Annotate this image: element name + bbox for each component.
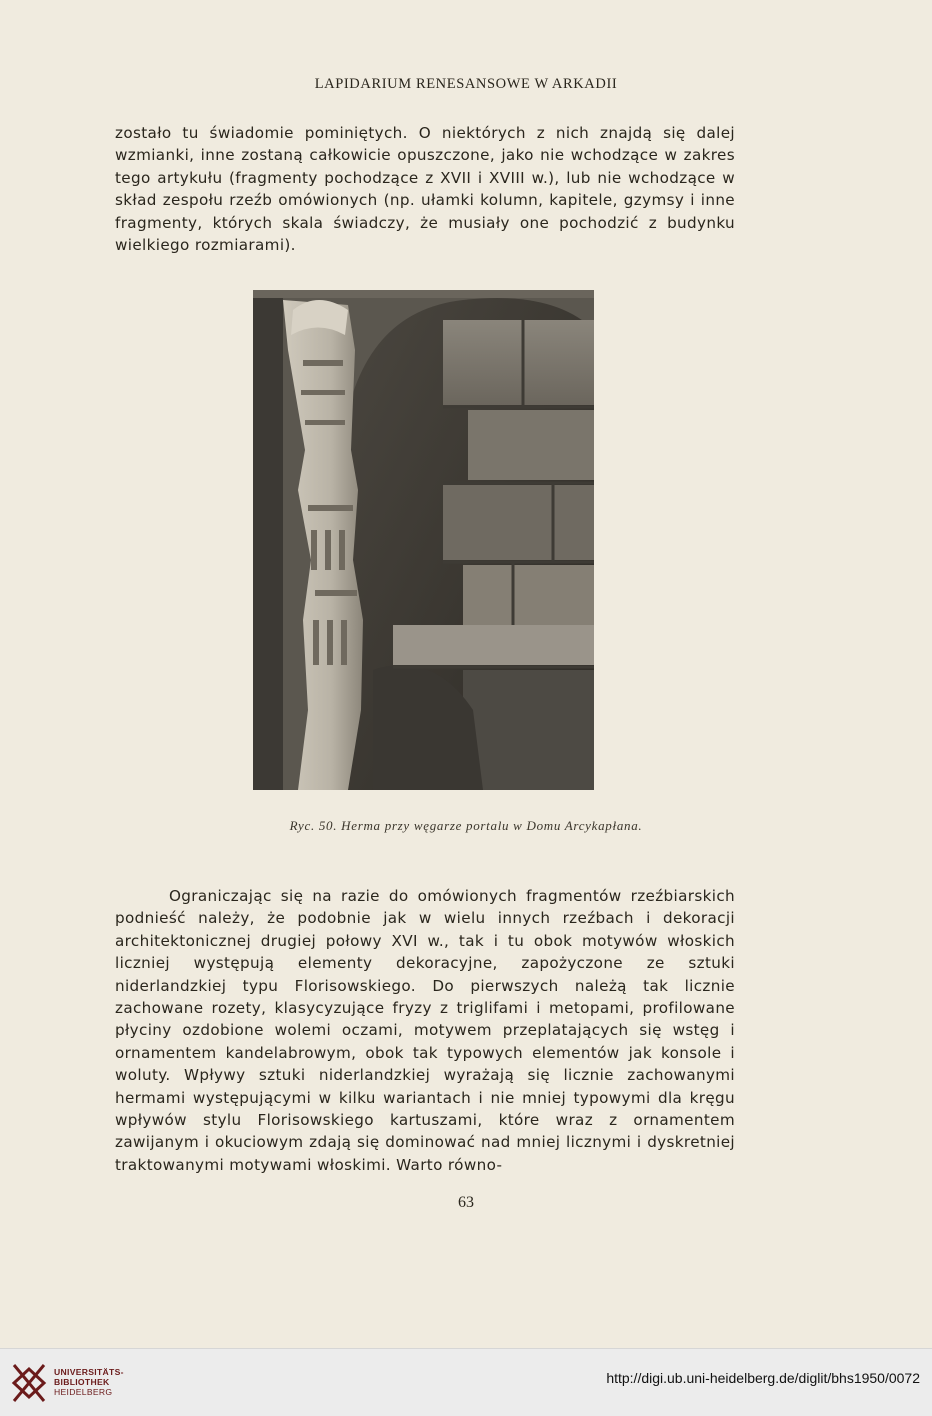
library-name-line-1: UNIVERSITÄTS- [54,1367,124,1377]
digitization-footer [0,1348,932,1416]
page-number: 63 [458,1194,474,1211]
university-library-logo-icon [10,1361,48,1405]
library-name-line-2: BIBLIOTHEK [54,1377,110,1387]
library-name [54,1367,124,1397]
figure-photograph [253,290,594,790]
body-paragraph-1: zostało tu świadomie pominiętych. O niektórych z nich znajdą się dalej wzmianki, inne zostaną całkowicie opuszczone, jako nie wchodzące w zakres tego artykułu (fragmenty pochodzące z XVII i XVIII w.), lub nie wchodzące w skład zespołu rzeźb omówionych (np. ułamki kolumn, kapitele, gzymsy i inne fragmenty, których skala świadczy, że musiały one pochodzić z budynku wielkiego rozmiarami). [115,124,735,255]
library-name-line-3: HEIDELBERG [54,1387,113,1397]
source-url-link[interactable]: http://digi.ub.uni-heidelberg.de/diglit/bhs1950/0072 [606,1370,920,1386]
figure-caption: Ryc. 50. Herma przy węgarze portalu w Domu Arcykapłana. [289,818,643,833]
herma-photo-image [253,290,594,790]
running-head: LAPIDARIUM RENESANSOWE W ARKADII [314,76,618,92]
body-paragraph-2: Ograniczając się na razie do omówionych fragmentów rzeźbiarskich podnieść należy, że podobnie jak w wielu innych rzeźbach i dekoracji architektonicznej drugiej połowy XVI w., tak i tu obok motywów włoskich liczniej występują elementy dekoracyjne, zapożyczone ze sztuki niderlandzkiej typu Florisowskiego. Do pierwszych należą tak licznie zachowane rozety, klasycyzujące fryzy z triglifami i metopami, profilowane płyciny ozdobione wolemi oczami, motywem przeplatających się wstęg i ornamentem kandelabrowym, obok tak typowych elementów jak konsole i woluty. Wpływy sztuki niderlandzkiej wyrażają się licznie zachowanymi hermami występującymi w kilku wariantach i nie mniej typowymi dla kręgu wpływów stylu Florisowskiego kartuszami, które wraz z ornamentem zawijanym i okuciowym zdają się dominować nad mniej licznymi i dyskretniej traktowanymi motywami włoskimi. Warto równo- [115,887,735,1174]
